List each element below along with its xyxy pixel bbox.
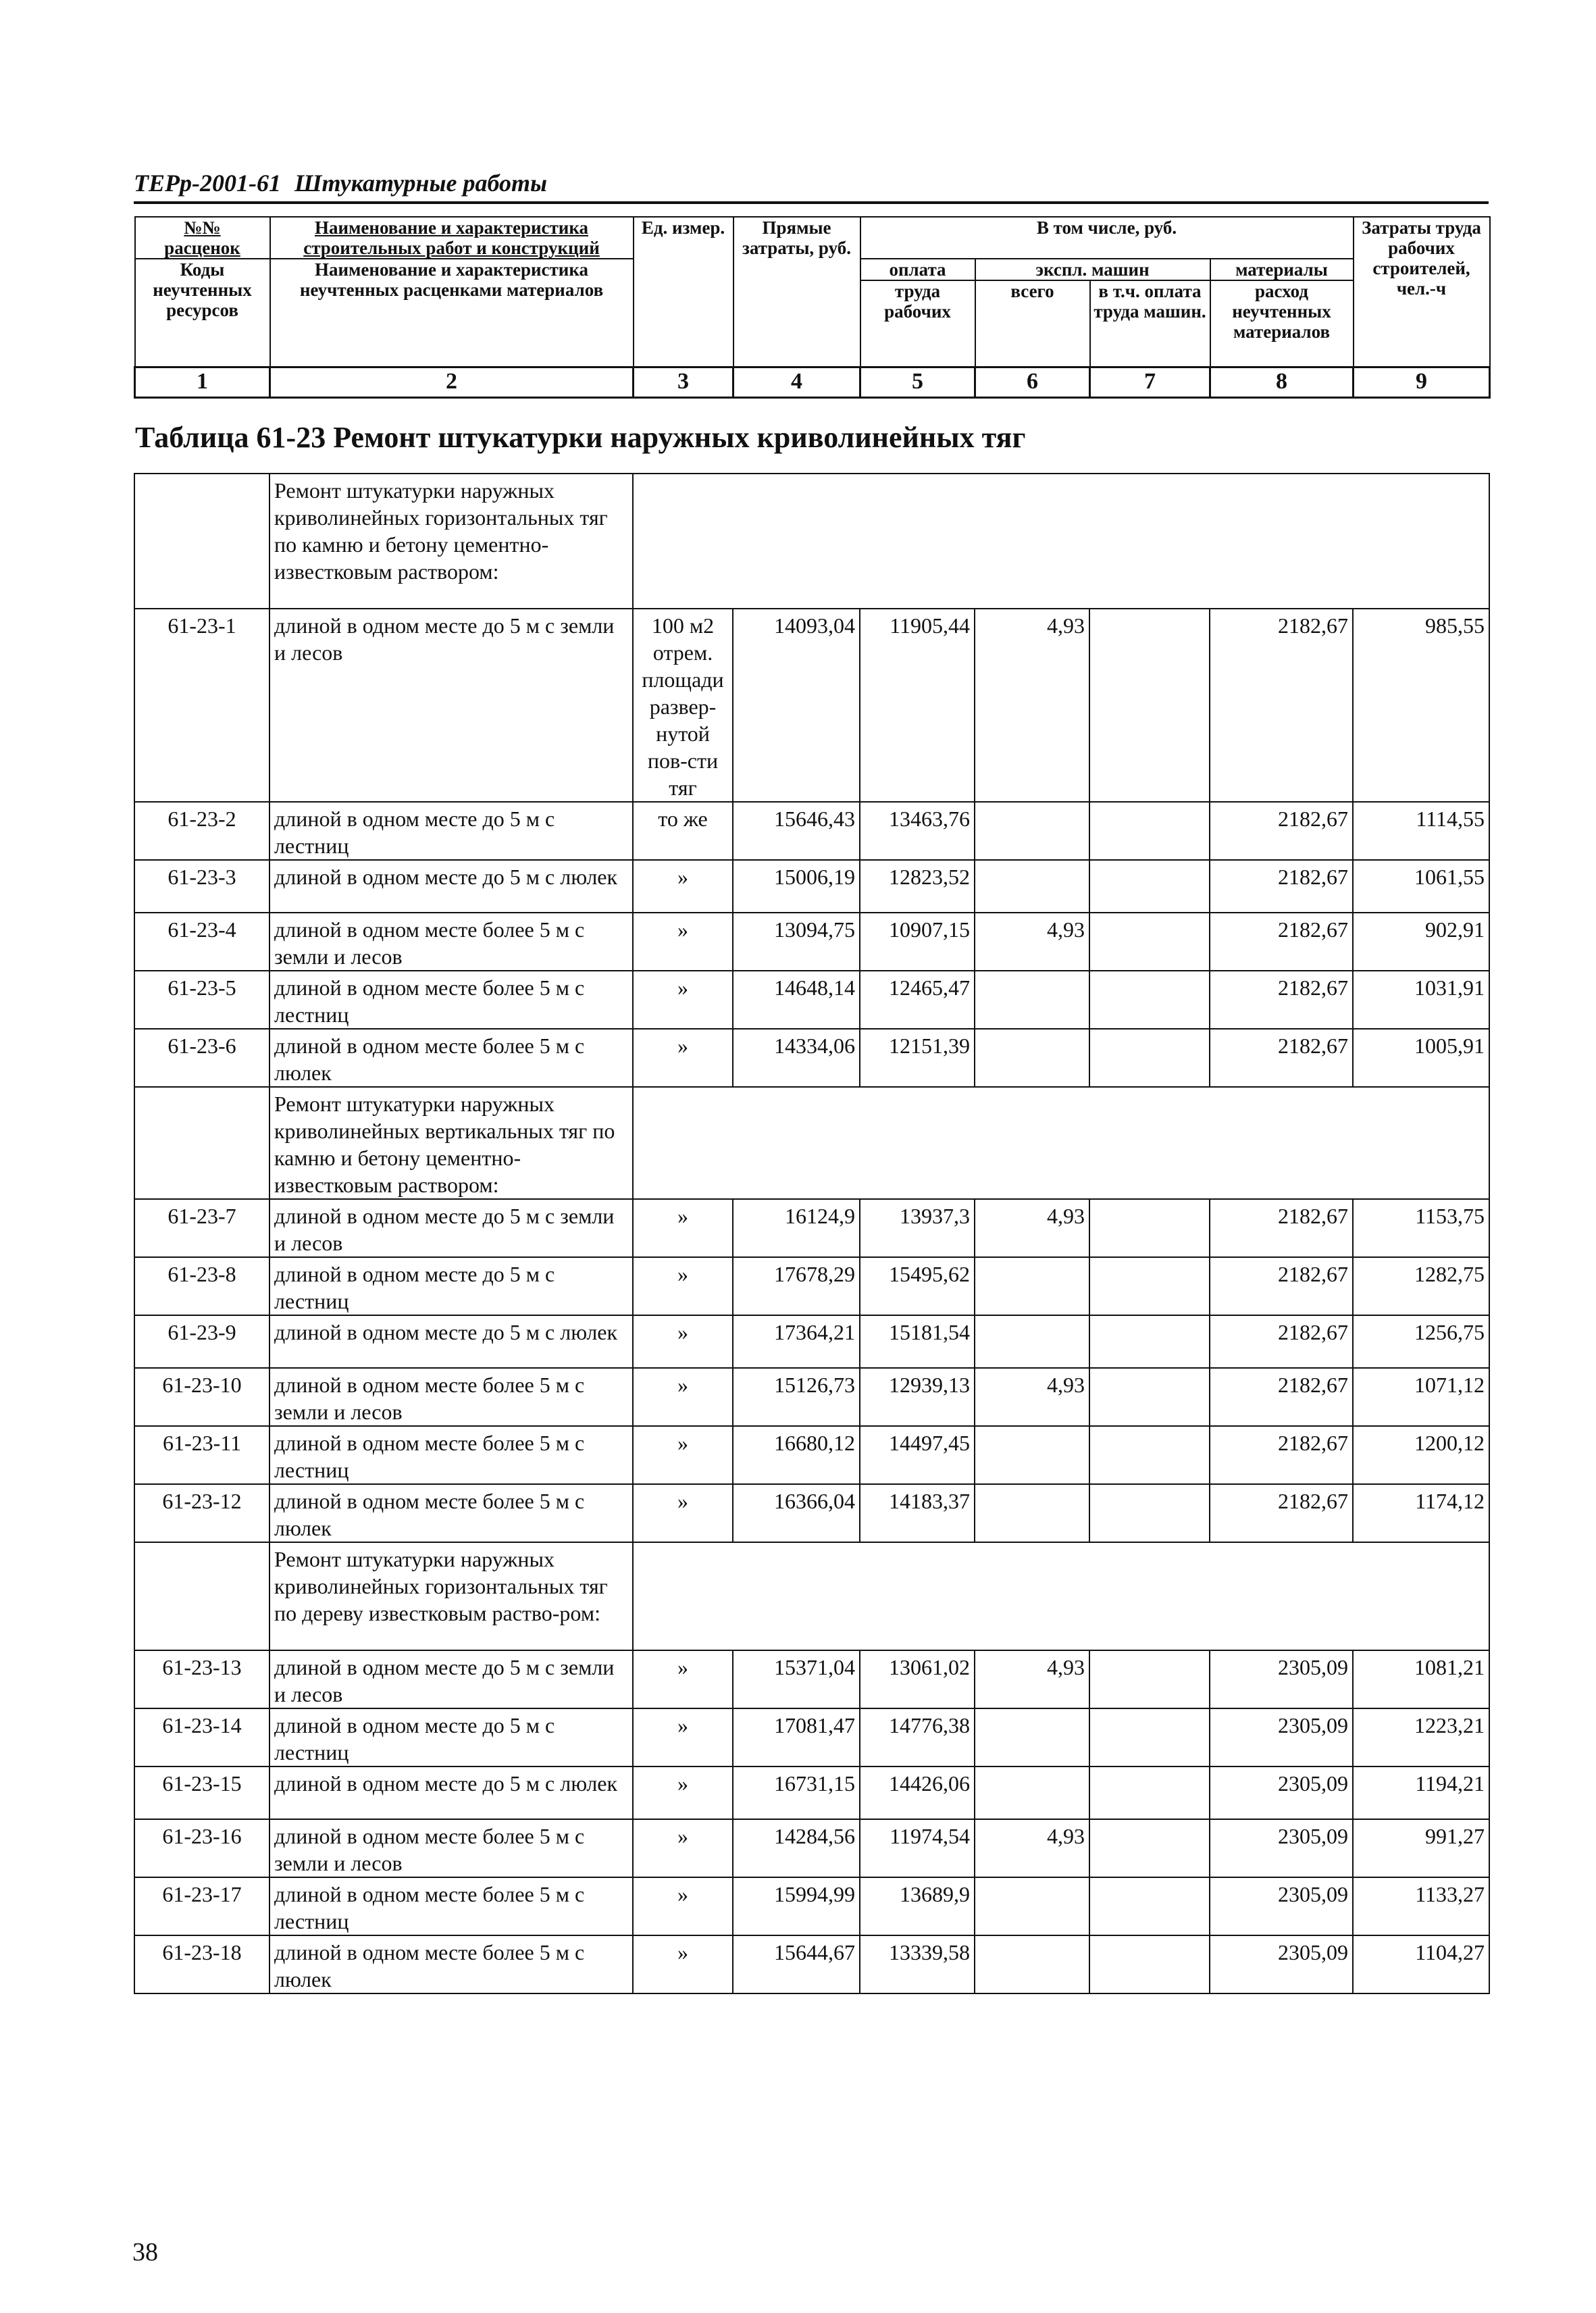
rate-direct-cost: 15006,19: [733, 860, 860, 913]
rate-unit: »: [633, 1708, 733, 1766]
rate-unit: »: [633, 913, 733, 971]
rate-labor-cost: 12939,13: [860, 1368, 975, 1426]
col-1-bottom: Коды неучтенных ресурсов: [135, 259, 270, 367]
rate-labor-hours: 1061,55: [1353, 860, 1489, 913]
rate-labor-cost: 13689,9: [860, 1877, 975, 1935]
group-row: [134, 1542, 1489, 1650]
rate-name: длиной в одном месте до 5 м с лестниц: [269, 1708, 633, 1766]
rate-labor-hours: 1256,75: [1353, 1315, 1489, 1368]
rate-labor-cost: 12151,39: [860, 1029, 975, 1087]
rate-labor-cost: 13463,76: [860, 802, 975, 860]
rate-labor-cost: 14183,37: [860, 1484, 975, 1542]
rate-machine-labor-cost: [1089, 802, 1210, 860]
rate-material-cost: 2182,67: [1210, 1315, 1353, 1368]
rate-machine-labor-cost: [1089, 1935, 1210, 1993]
rate-direct-cost: 17678,29: [733, 1257, 860, 1315]
table-row: [134, 1766, 1489, 1819]
col-2-top: Наименование и характеристика строительных работ и конструкций: [270, 217, 634, 259]
rate-unit: »: [633, 1650, 733, 1708]
rate-code: 61-23-16: [134, 1819, 269, 1877]
rate-material-cost: 2182,67: [1210, 971, 1353, 1029]
rate-code: 61-23-17: [134, 1877, 269, 1935]
rate-labor-hours: 1174,12: [1353, 1484, 1489, 1542]
rate-machine-labor-cost: [1089, 1199, 1210, 1257]
rate-machine-labor-cost: [1089, 1877, 1210, 1935]
rate-code: 61-23-5: [134, 971, 269, 1029]
rate-name: длиной в одном месте до 5 м с земли и лесов: [269, 1199, 633, 1257]
rate-code: 61-23-12: [134, 1484, 269, 1542]
rate-labor-hours: 1104,27: [1353, 1935, 1489, 1993]
rate-direct-cost: 15126,73: [733, 1368, 860, 1426]
rate-labor-hours: 985,55: [1353, 609, 1489, 802]
rate-labor-hours: 1153,75: [1353, 1199, 1489, 1257]
col-number: 6: [975, 367, 1090, 397]
rate-labor-hours: 1114,55: [1353, 802, 1489, 860]
rate-labor-cost: 13937,3: [860, 1199, 975, 1257]
rate-name: длиной в одном месте до 5 м с земли и лесов: [269, 609, 633, 802]
table-row: [134, 1708, 1489, 1766]
table-title: Таблица 61-23 Ремонт штукатурки наружных криволинейных тяг: [135, 421, 1026, 454]
rate-labor-cost: 14497,45: [860, 1426, 975, 1484]
rate-machine-cost: [975, 860, 1089, 913]
rate-machine-labor-cost: [1089, 1368, 1210, 1426]
rate-machine-cost: 4,93: [975, 1650, 1089, 1708]
rate-unit: »: [633, 1029, 733, 1087]
col-number: 4: [733, 367, 860, 397]
table-row: [134, 1819, 1489, 1877]
rate-direct-cost: 14093,04: [733, 609, 860, 802]
rate-direct-cost: 14334,06: [733, 1029, 860, 1087]
rate-machine-cost: [975, 1315, 1089, 1368]
rate-code: 61-23-3: [134, 860, 269, 913]
rate-unit: »: [633, 1368, 733, 1426]
group-empty-cell: [633, 1542, 1489, 1650]
rate-unit: »: [633, 1935, 733, 1993]
page-header: [134, 168, 1489, 204]
rate-direct-cost: 15644,67: [733, 1935, 860, 1993]
machines-header: экспл. машин: [975, 259, 1210, 280]
rate-unit: »: [633, 1426, 733, 1484]
rate-labor-hours: 1282,75: [1353, 1257, 1489, 1315]
rate-material-cost: 2305,09: [1210, 1819, 1353, 1877]
rate-machine-labor-cost: [1089, 1315, 1210, 1368]
rate-name: длиной в одном месте до 5 м с земли и лесов: [269, 1650, 633, 1708]
col-number: 5: [860, 367, 975, 397]
rate-machine-cost: [975, 1484, 1089, 1542]
rate-unit: »: [633, 1819, 733, 1877]
rate-direct-cost: 16731,15: [733, 1766, 860, 1819]
table-row: [134, 802, 1489, 860]
doc-title: Штукатурные работы: [294, 170, 547, 197]
rate-machine-cost: 4,93: [975, 1199, 1089, 1257]
rate-labor-hours: 1133,27: [1353, 1877, 1489, 1935]
rate-machine-cost: [975, 971, 1089, 1029]
table-row: [134, 1935, 1489, 1993]
rate-direct-cost: 16124,9: [733, 1199, 860, 1257]
col-1-top: №№ расценок: [135, 217, 270, 259]
rate-name: длиной в одном месте более 5 м с люлек: [269, 1484, 633, 1542]
rate-machine-cost: [975, 1935, 1089, 1993]
rate-code: 61-23-15: [134, 1766, 269, 1819]
table-row: [134, 609, 1489, 802]
table-row: [134, 1257, 1489, 1315]
rate-direct-cost: 14284,56: [733, 1819, 860, 1877]
group-title: Ремонт штукатурки наружных криволинейных горизонтальных тяг по камню и бетону цементно-известковым раствором:: [269, 474, 633, 609]
rate-labor-cost: 14426,06: [860, 1766, 975, 1819]
rate-machine-labor-cost: [1089, 860, 1210, 913]
rate-labor-cost: 14776,38: [860, 1708, 975, 1766]
rate-labor-hours: 1200,12: [1353, 1426, 1489, 1484]
rate-labor-cost: 12823,52: [860, 860, 975, 913]
rate-direct-cost: 15371,04: [733, 1650, 860, 1708]
rate-labor-cost: 15181,54: [860, 1315, 975, 1368]
group-row: [134, 1087, 1489, 1199]
rate-material-cost: 2182,67: [1210, 802, 1353, 860]
rate-unit: »: [633, 1199, 733, 1257]
table-row: [134, 1877, 1489, 1935]
rate-labor-cost: 13061,02: [860, 1650, 975, 1708]
rate-unit: »: [633, 1766, 733, 1819]
rate-material-cost: 2182,67: [1210, 1426, 1353, 1484]
rate-code: 61-23-6: [134, 1029, 269, 1087]
table-row: [134, 1315, 1489, 1368]
rate-labor-hours: 1005,91: [1353, 1029, 1489, 1087]
rate-direct-cost: 16366,04: [733, 1484, 860, 1542]
rate-unit: »: [633, 1877, 733, 1935]
rate-machine-cost: [975, 1766, 1089, 1819]
rate-code: 61-23-10: [134, 1368, 269, 1426]
rate-direct-cost: 16680,12: [733, 1426, 860, 1484]
rate-direct-cost: 14648,14: [733, 971, 860, 1029]
rate-material-cost: 2305,09: [1210, 1877, 1353, 1935]
rate-machine-labor-cost: [1089, 1484, 1210, 1542]
rate-material-cost: 2305,09: [1210, 1708, 1353, 1766]
rate-unit: »: [633, 971, 733, 1029]
col-number: 2: [270, 367, 634, 397]
rate-code: 61-23-4: [134, 913, 269, 971]
rate-labor-hours: 1223,21: [1353, 1708, 1489, 1766]
rate-direct-cost: 15994,99: [733, 1877, 860, 1935]
rate-material-cost: 2182,67: [1210, 913, 1353, 971]
rate-unit: »: [633, 1315, 733, 1368]
rate-code: 61-23-14: [134, 1708, 269, 1766]
rate-labor-hours: 1031,91: [1353, 971, 1489, 1029]
doc-code: ТЕРр-2001-61: [134, 170, 281, 197]
rate-machine-labor-cost: [1089, 1426, 1210, 1484]
rate-name: длиной в одном месте более 5 м с лестниц: [269, 1426, 633, 1484]
col-6-header: всего: [975, 280, 1090, 367]
col-number: 3: [634, 367, 733, 397]
rate-direct-cost: 15646,43: [733, 802, 860, 860]
group-code-cell: [134, 474, 269, 609]
col-number: 7: [1090, 367, 1210, 397]
table-row: [134, 1199, 1489, 1257]
rate-code: 61-23-2: [134, 802, 269, 860]
group-title: Ремонт штукатурки наружных криволинейных вертикальных тяг по камню и бетону цементно-известковым раствором:: [269, 1087, 633, 1199]
rate-machine-labor-cost: [1089, 913, 1210, 971]
group-header: В том числе, руб.: [860, 217, 1354, 259]
rate-code: 61-23-8: [134, 1257, 269, 1315]
group-title: Ремонт штукатурки наружных криволинейных горизонтальных тяг по дереву известковым раство-ром:: [269, 1542, 633, 1650]
rate-material-cost: 2182,67: [1210, 1368, 1353, 1426]
col-4-header: Прямые затраты, руб.: [733, 217, 860, 367]
col-number: 9: [1354, 367, 1490, 397]
col-number: 8: [1210, 367, 1354, 397]
rate-material-cost: 2182,67: [1210, 1257, 1353, 1315]
table-row: [134, 860, 1489, 913]
rate-name: длиной в одном месте до 5 м с люлек: [269, 1766, 633, 1819]
rate-material-cost: 2305,09: [1210, 1650, 1353, 1708]
rate-material-cost: 2182,67: [1210, 1199, 1353, 1257]
rate-material-cost: 2305,09: [1210, 1766, 1353, 1819]
col-9-header: Затраты труда рабочих строителей, чел.-ч: [1354, 217, 1490, 367]
rate-code: 61-23-18: [134, 1935, 269, 1993]
rate-name: длиной в одном месте до 5 м с лестниц: [269, 1257, 633, 1315]
rate-unit: то же: [633, 802, 733, 860]
rate-name: длиной в одном месте до 5 м с люлек: [269, 1315, 633, 1368]
rate-name: длиной в одном месте более 5 м с земли и лесов: [269, 1819, 633, 1877]
rate-machine-labor-cost: [1089, 1029, 1210, 1087]
col-2-bottom: Наименование и характеристика неучтенных расценками материалов: [270, 259, 634, 367]
col-5-bottom: труда рабочих: [860, 280, 975, 367]
rate-name: длиной в одном месте более 5 м с люлек: [269, 1935, 633, 1993]
rate-machine-labor-cost: [1089, 1766, 1210, 1819]
rate-code: 61-23-11: [134, 1426, 269, 1484]
rate-material-cost: 2182,67: [1210, 860, 1353, 913]
rate-direct-cost: 17364,21: [733, 1315, 860, 1368]
rate-machine-cost: [975, 1877, 1089, 1935]
rate-code: 61-23-7: [134, 1199, 269, 1257]
group-code-cell: [134, 1087, 269, 1199]
rate-name: длиной в одном месте более 5 м с люлек: [269, 1029, 633, 1087]
rate-labor-cost: 11905,44: [860, 609, 975, 802]
rate-machine-cost: [975, 1426, 1089, 1484]
rate-labor-cost: 11974,54: [860, 1819, 975, 1877]
rate-name: длиной в одном месте более 5 м с лестниц: [269, 1877, 633, 1935]
table-row: [134, 1426, 1489, 1484]
rate-machine-cost: [975, 1257, 1089, 1315]
rate-material-cost: 2182,67: [1210, 609, 1353, 802]
rate-labor-hours: 1071,12: [1353, 1368, 1489, 1426]
col-5-top: оплата: [860, 259, 975, 280]
rate-labor-cost: 15495,62: [860, 1257, 975, 1315]
rate-material-cost: 2182,67: [1210, 1484, 1353, 1542]
rate-material-cost: 2305,09: [1210, 1935, 1353, 1993]
rate-machine-labor-cost: [1089, 1257, 1210, 1315]
rate-machine-labor-cost: [1089, 1819, 1210, 1877]
rate-name: длиной в одном месте более 5 м с земли и лесов: [269, 1368, 633, 1426]
rate-unit: »: [633, 860, 733, 913]
table-row: [134, 971, 1489, 1029]
rates-table: [134, 473, 1490, 1994]
rate-machine-labor-cost: [1089, 1708, 1210, 1766]
group-row: [134, 474, 1489, 609]
rate-code: 61-23-13: [134, 1650, 269, 1708]
rate-unit: »: [633, 1257, 733, 1315]
rate-name: длиной в одном месте до 5 м с лестниц: [269, 802, 633, 860]
group-empty-cell: [633, 474, 1489, 609]
col-8-header: расход неучтенных материалов: [1210, 280, 1354, 367]
page-number: 38: [132, 2238, 158, 2266]
rate-direct-cost: 17081,47: [733, 1708, 860, 1766]
rate-machine-cost: 4,93: [975, 913, 1089, 971]
table-row: [134, 1650, 1489, 1708]
rate-code: 61-23-1: [134, 609, 269, 802]
rate-machine-cost: 4,93: [975, 1819, 1089, 1877]
rate-unit: 100 м2 отрем. площади развер-нутой пов-сти тяг: [633, 609, 733, 802]
rate-machine-cost: 4,93: [975, 609, 1089, 802]
group-code-cell: [134, 1542, 269, 1650]
rate-labor-cost: 10907,15: [860, 913, 975, 971]
rate-code: 61-23-9: [134, 1315, 269, 1368]
rate-labor-cost: 13339,58: [860, 1935, 975, 1993]
rate-machine-labor-cost: [1089, 609, 1210, 802]
rate-name: длиной в одном месте более 5 м с земли и лесов: [269, 913, 633, 971]
rate-machine-cost: [975, 802, 1089, 860]
rate-labor-hours: 902,91: [1353, 913, 1489, 971]
group-empty-cell: [633, 1087, 1489, 1199]
rate-machine-cost: 4,93: [975, 1368, 1089, 1426]
rate-machine-labor-cost: [1089, 1650, 1210, 1708]
col-7-header: в т.ч. оплата труда машин.: [1090, 280, 1210, 367]
rate-machine-cost: [975, 1708, 1089, 1766]
rate-labor-hours: 1194,21: [1353, 1766, 1489, 1819]
table-row: [134, 1484, 1489, 1542]
column-header-table: [134, 216, 1491, 399]
materials-header: материалы: [1210, 259, 1354, 280]
table-row: [134, 913, 1489, 971]
rate-labor-cost: 12465,47: [860, 971, 975, 1029]
table-row: [134, 1029, 1489, 1087]
rate-unit: »: [633, 1484, 733, 1542]
rate-labor-hours: 1081,21: [1353, 1650, 1489, 1708]
rate-machine-labor-cost: [1089, 971, 1210, 1029]
col-number: 1: [135, 367, 270, 397]
rate-material-cost: 2182,67: [1210, 1029, 1353, 1087]
rate-machine-cost: [975, 1029, 1089, 1087]
rate-name: длиной в одном месте до 5 м с люлек: [269, 860, 633, 913]
rate-name: длиной в одном месте более 5 м с лестниц: [269, 971, 633, 1029]
rate-labor-hours: 991,27: [1353, 1819, 1489, 1877]
rate-direct-cost: 13094,75: [733, 913, 860, 971]
col-3-header: Ед. измер.: [634, 217, 733, 367]
table-row: [134, 1368, 1489, 1426]
